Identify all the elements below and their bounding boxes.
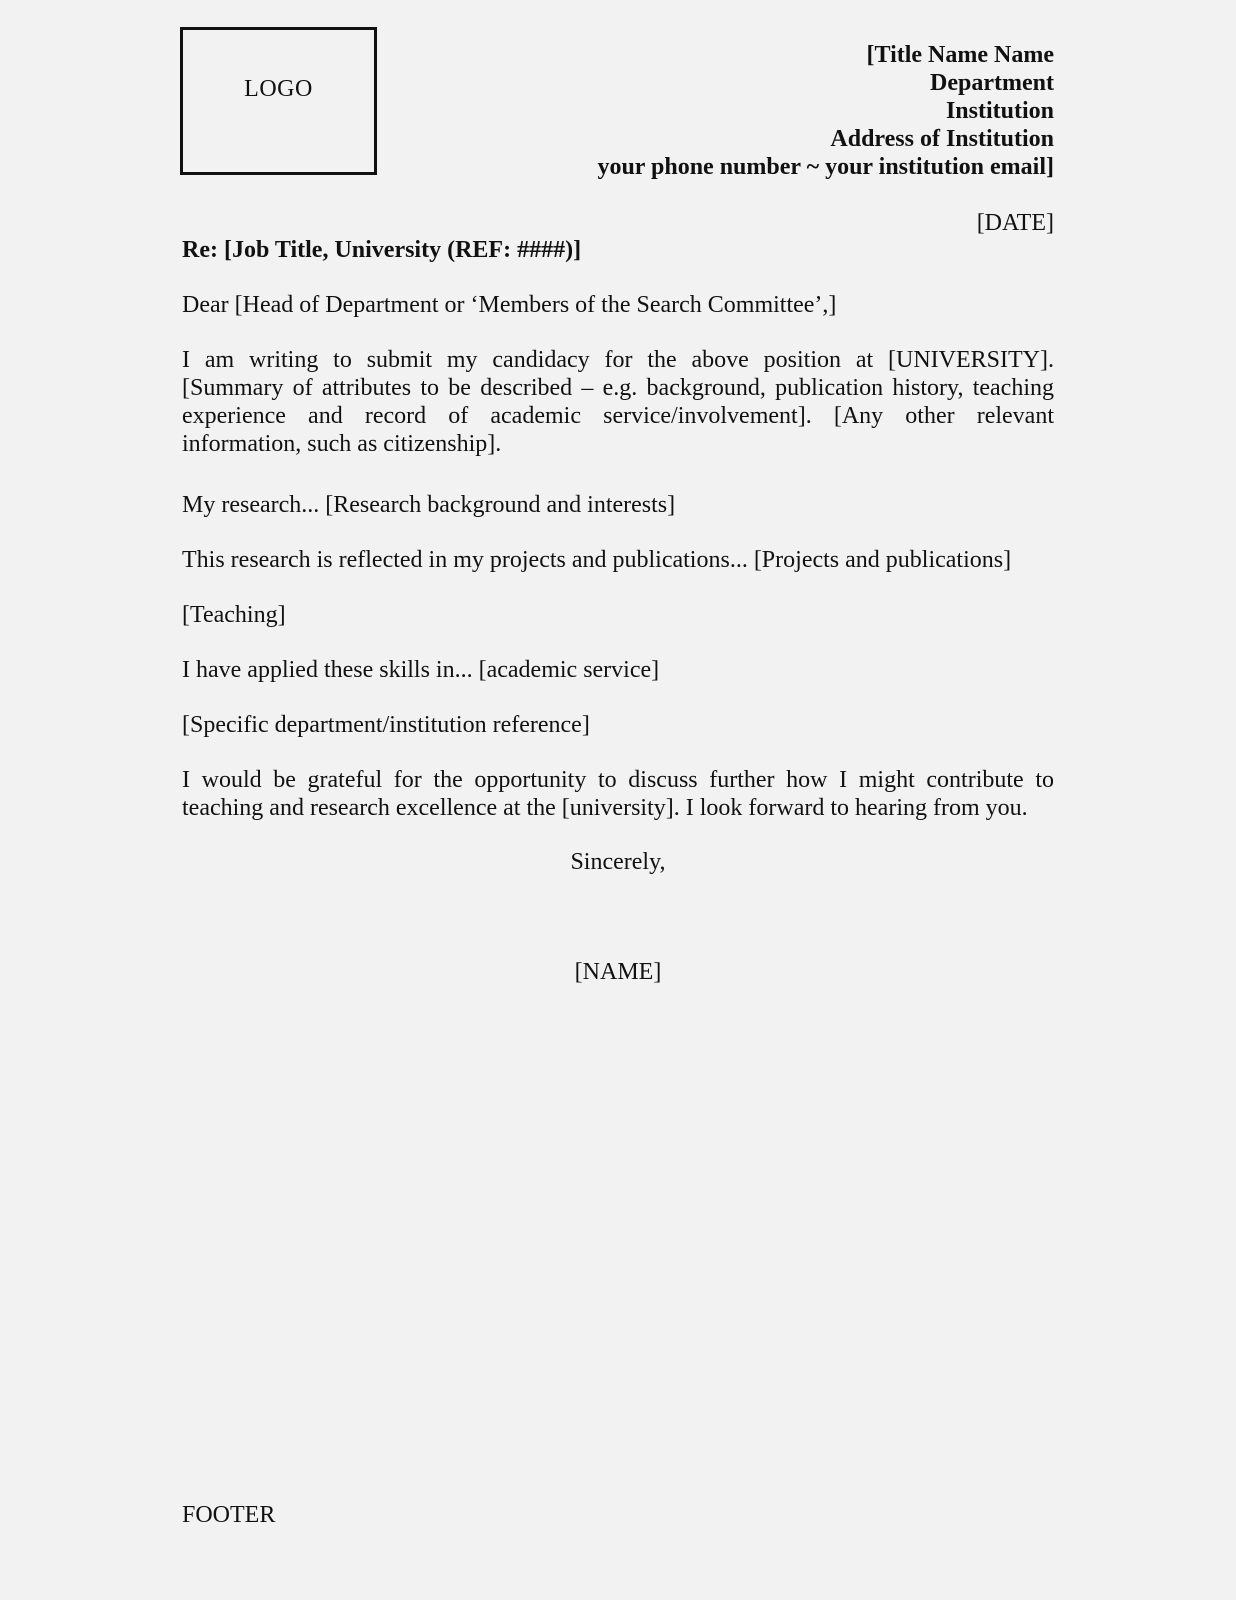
closing-paragraph xyxy=(182,766,1054,822)
closing-line: I would be grateful for the opportunity to discuss further how I might contribute to xyxy=(182,767,1054,793)
sender-address-block xyxy=(597,41,1054,181)
closing-line: teaching and research excellence at the [university]. I look forward to hearing from you. xyxy=(182,795,1028,821)
service-paragraph: I have applied these skills in... [academic service] xyxy=(182,657,660,683)
letter-date: [DATE] xyxy=(976,210,1054,236)
subject-line: Re: [Job Title, University (REF: ####)] xyxy=(182,237,582,263)
sender-contact: your phone number ~ your institution email] xyxy=(597,154,1054,180)
sender-institution: Institution xyxy=(945,98,1054,124)
sender-department: Department xyxy=(930,70,1054,96)
intro-line: [Summary of attributes to be described – e.g. background, publication history, teaching xyxy=(182,375,1054,401)
intro-line: information, such as citizenship]. xyxy=(182,431,502,457)
signature-name: [NAME] xyxy=(574,959,662,985)
intro-line: experience and record of academic service/involvement]. [Any other relevant xyxy=(182,403,1054,429)
research-paragraph: My research... [Research background and interests] xyxy=(182,492,676,518)
salutation: Dear [Head of Department or ‘Members of the Search Committee’,] xyxy=(182,292,837,318)
specific-reference-paragraph: [Specific department/institution reference] xyxy=(182,712,590,738)
signoff: Sincerely, xyxy=(570,849,666,875)
logo-placeholder xyxy=(180,27,377,175)
intro-line: I am writing to submit my candidacy for the above position at [UNIVERSITY]. xyxy=(182,347,1054,373)
logo-text: LOGO xyxy=(244,75,313,102)
sender-name: [Title Name Name xyxy=(866,42,1054,68)
projects-paragraph: This research is reflected in my projects and publications... [Projects and publications] xyxy=(182,547,1012,573)
intro-paragraph xyxy=(182,346,1054,458)
sender-address: Address of Institution xyxy=(830,126,1054,152)
footer: FOOTER xyxy=(182,1502,276,1528)
teaching-paragraph: [Teaching] xyxy=(182,602,286,628)
